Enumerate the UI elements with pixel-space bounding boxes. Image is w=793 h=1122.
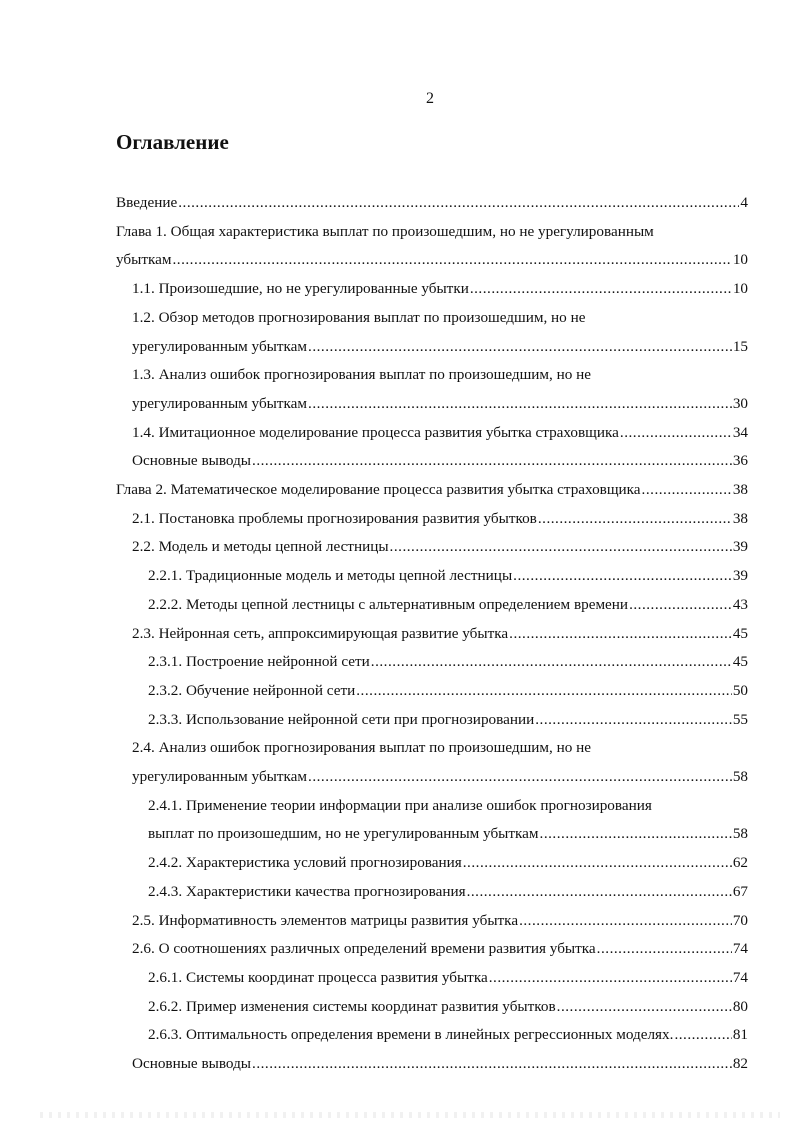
toc-entry-title: 1.1. Произошедшие, но не урегулированные убытки <box>132 280 469 298</box>
dot-leader <box>557 993 732 1022</box>
toc-entry-row <box>132 333 748 362</box>
toc-entry-page: 58 <box>732 768 748 786</box>
toc-entry-title-line: 1.2. Обзор методов прогнозирования выплат по произошедшим, но не <box>132 308 586 326</box>
toc-entry-title: 2.4.3. Характеристики качества прогнозирования <box>148 882 466 900</box>
toc-entry-row <box>132 935 748 964</box>
dot-leader <box>509 620 732 649</box>
toc-entry[interactable] <box>116 792 748 849</box>
toc-entry-title: Основные выводы <box>132 1055 252 1073</box>
toc-entry[interactable] <box>116 706 748 735</box>
toc-entry[interactable] <box>116 1050 748 1079</box>
toc-entry-title-line: Глава 1. Общая характеристика выплат по произошедшим, но не урегулированным <box>116 222 654 240</box>
toc-entry-title: 2.6.3. Оптимальность определения времени в линейных регрессионных моделях. <box>148 1026 674 1044</box>
toc-entry-row <box>132 447 748 476</box>
toc-entry[interactable] <box>116 361 748 418</box>
toc-entry[interactable] <box>116 275 748 304</box>
toc-entry-row <box>132 620 748 649</box>
dot-leader <box>308 390 732 419</box>
page-number: 2 <box>426 90 434 107</box>
toc-entry[interactable] <box>116 677 748 706</box>
toc-entry[interactable] <box>116 964 748 993</box>
toc-entry-page: 38 <box>732 509 748 527</box>
page-title: Оглавление <box>116 130 229 154</box>
toc-entry-row <box>148 591 748 620</box>
toc-entry-page: 67 <box>732 882 748 900</box>
toc-entry[interactable] <box>116 734 748 791</box>
dot-leader <box>597 935 732 964</box>
toc-entry-title-line: 2.4. Анализ ошибок прогнозирования выплат по произошедшим, но не <box>132 739 591 757</box>
toc-entry-page: 45 <box>732 653 748 671</box>
toc-entry-title: Глава 2. Математическое моделирование процесса развития убытка страховщика <box>116 481 641 499</box>
toc-entry-title: Основные выводы <box>132 452 252 470</box>
dot-leader <box>463 849 732 878</box>
toc-entry-page: 30 <box>732 394 748 412</box>
toc-entry-page: 43 <box>732 595 748 613</box>
toc-entry-page: 74 <box>732 940 748 958</box>
dot-leader <box>390 533 732 562</box>
toc-entry-row <box>148 562 748 591</box>
dot-leader <box>178 189 739 218</box>
toc-entry[interactable] <box>116 591 748 620</box>
toc-entry-title: урегулированным убыткам <box>132 768 308 786</box>
toc-entry-title: убыткам <box>116 251 172 269</box>
toc-entry-title: 2.2.1. Традиционные модель и методы цепной лестницы <box>148 567 513 585</box>
toc-entry-title: урегулированным убыткам <box>132 394 308 412</box>
toc-entry-page: 62 <box>732 854 748 872</box>
toc-entry[interactable] <box>116 993 748 1022</box>
toc-entry-title: Введение <box>116 194 178 211</box>
toc-entry[interactable] <box>116 419 748 448</box>
toc-entry[interactable] <box>116 878 748 907</box>
toc-entry-row <box>132 763 748 792</box>
toc-entry-page: 15 <box>732 337 748 355</box>
toc-entry-page: 36 <box>732 452 748 470</box>
toc-entry-title: 2.6.1. Системы координат процесса развития убытка <box>148 968 488 986</box>
toc-entry[interactable] <box>116 476 748 505</box>
table-of-contents <box>116 189 748 1079</box>
toc-entry-row <box>148 1021 748 1050</box>
toc-entry[interactable] <box>116 620 748 649</box>
toc-entry-row <box>116 476 748 505</box>
toc-entry-page: 39 <box>732 538 748 556</box>
dot-leader <box>642 476 732 505</box>
toc-entry-title: урегулированным убыткам <box>132 337 308 355</box>
toc-entry-title: 2.3. Нейронная сеть, аппроксимирующая развитие убытка <box>132 624 509 642</box>
toc-entry-page: 74 <box>732 968 748 986</box>
toc-entry-page: 4 <box>740 194 748 211</box>
toc-entry-row <box>148 993 748 1022</box>
toc-entry[interactable] <box>116 218 748 275</box>
dot-leader <box>467 878 732 907</box>
dot-leader <box>620 419 732 448</box>
toc-entry[interactable] <box>116 562 748 591</box>
dot-leader <box>489 964 732 993</box>
toc-entry-page: 58 <box>732 825 748 843</box>
toc-entry[interactable] <box>116 1021 748 1050</box>
scan-artifact <box>40 1112 780 1118</box>
toc-entry-title-line: 1.3. Анализ ошибок прогнозирования выплат по произошедшим, но не <box>132 366 591 384</box>
toc-entry-page: 50 <box>732 681 748 699</box>
toc-entry-page: 10 <box>732 280 748 298</box>
toc-entry-row <box>148 677 748 706</box>
toc-entry[interactable] <box>116 849 748 878</box>
toc-entry-row <box>116 246 748 275</box>
toc-entry-title: 2.5. Информативность элементов матрицы развития убытка <box>132 911 519 929</box>
toc-entry-row <box>148 849 748 878</box>
toc-entry[interactable] <box>116 447 748 476</box>
toc-entry-page: 34 <box>732 423 748 441</box>
toc-entry-row <box>132 533 748 562</box>
toc-entry-row <box>132 505 748 534</box>
toc-entry-row <box>148 878 748 907</box>
toc-entry[interactable] <box>116 189 748 218</box>
toc-entry-title: 2.3.3. Использование нейронной сети при прогнозировании <box>148 710 535 728</box>
toc-entry-title: 2.6.2. Пример изменения системы координат развития убытков <box>148 997 556 1015</box>
dot-leader <box>371 648 732 677</box>
toc-entry-title: 2.3.2. Обучение нейронной сети <box>148 681 356 699</box>
dot-leader <box>513 562 732 591</box>
toc-entry-title: 2.2.2. Методы цепной лестницы с альтернативным определением времени <box>148 595 629 613</box>
dot-leader <box>538 505 732 534</box>
toc-entry[interactable] <box>116 935 748 964</box>
dot-leader <box>519 907 732 936</box>
toc-entry-page: 80 <box>732 997 748 1015</box>
dot-leader <box>540 820 732 849</box>
dot-leader <box>308 333 732 362</box>
dot-leader <box>535 706 732 735</box>
toc-entry-page: 82 <box>732 1055 748 1073</box>
toc-entry[interactable] <box>116 907 748 936</box>
dot-leader <box>252 1050 732 1079</box>
toc-entry-page: 81 <box>732 1026 748 1044</box>
toc-entry[interactable] <box>116 505 748 534</box>
dot-leader <box>470 275 732 304</box>
toc-entry-title: выплат по произошедшим, но не урегулированным убыткам <box>148 825 539 843</box>
dot-leader <box>629 591 732 620</box>
toc-entry-page: 55 <box>732 710 748 728</box>
toc-entry-title-line: 2.4.1. Применение теории информации при анализе ошибок прогнозирования <box>148 796 652 814</box>
toc-entry[interactable] <box>116 648 748 677</box>
toc-entry-title: 2.3.1. Построение нейронной сети <box>148 653 370 671</box>
toc-entry-row <box>132 275 748 304</box>
toc-entry-row <box>132 1050 748 1079</box>
toc-entry-title: 2.1. Постановка проблемы прогнозирования развития убытков <box>132 509 537 527</box>
toc-entry-page: 39 <box>732 567 748 585</box>
toc-entry-page: 70 <box>732 911 748 929</box>
toc-entry-row <box>148 964 748 993</box>
toc-entry-page: 10 <box>732 251 748 269</box>
dot-leader <box>252 447 732 476</box>
toc-entry-title: 1.4. Имитационное моделирование процесса развития убытка страховщика <box>132 423 619 441</box>
toc-entry-row <box>148 820 748 849</box>
toc-entry-page: 45 <box>732 624 748 642</box>
toc-entry-row <box>148 648 748 677</box>
dot-leader <box>308 763 732 792</box>
toc-entry-row <box>148 706 748 735</box>
dot-leader <box>172 246 731 275</box>
toc-entry-row <box>132 390 748 419</box>
dot-leader <box>356 677 732 706</box>
toc-entry[interactable] <box>116 304 748 361</box>
toc-entry-title: 2.2. Модель и методы цепной лестницы <box>132 538 389 556</box>
toc-entry-row <box>132 419 748 448</box>
toc-entry-row <box>132 907 748 936</box>
dot-leader <box>674 1021 731 1050</box>
toc-entry-title: 2.4.2. Характеристика условий прогнозирования <box>148 854 462 872</box>
toc-entry[interactable] <box>116 533 748 562</box>
toc-entry-page: 38 <box>732 481 748 499</box>
toc-entry-title: 2.6. О соотношениях различных определений времени развития убытка <box>132 940 596 958</box>
toc-entry-row <box>116 189 748 218</box>
